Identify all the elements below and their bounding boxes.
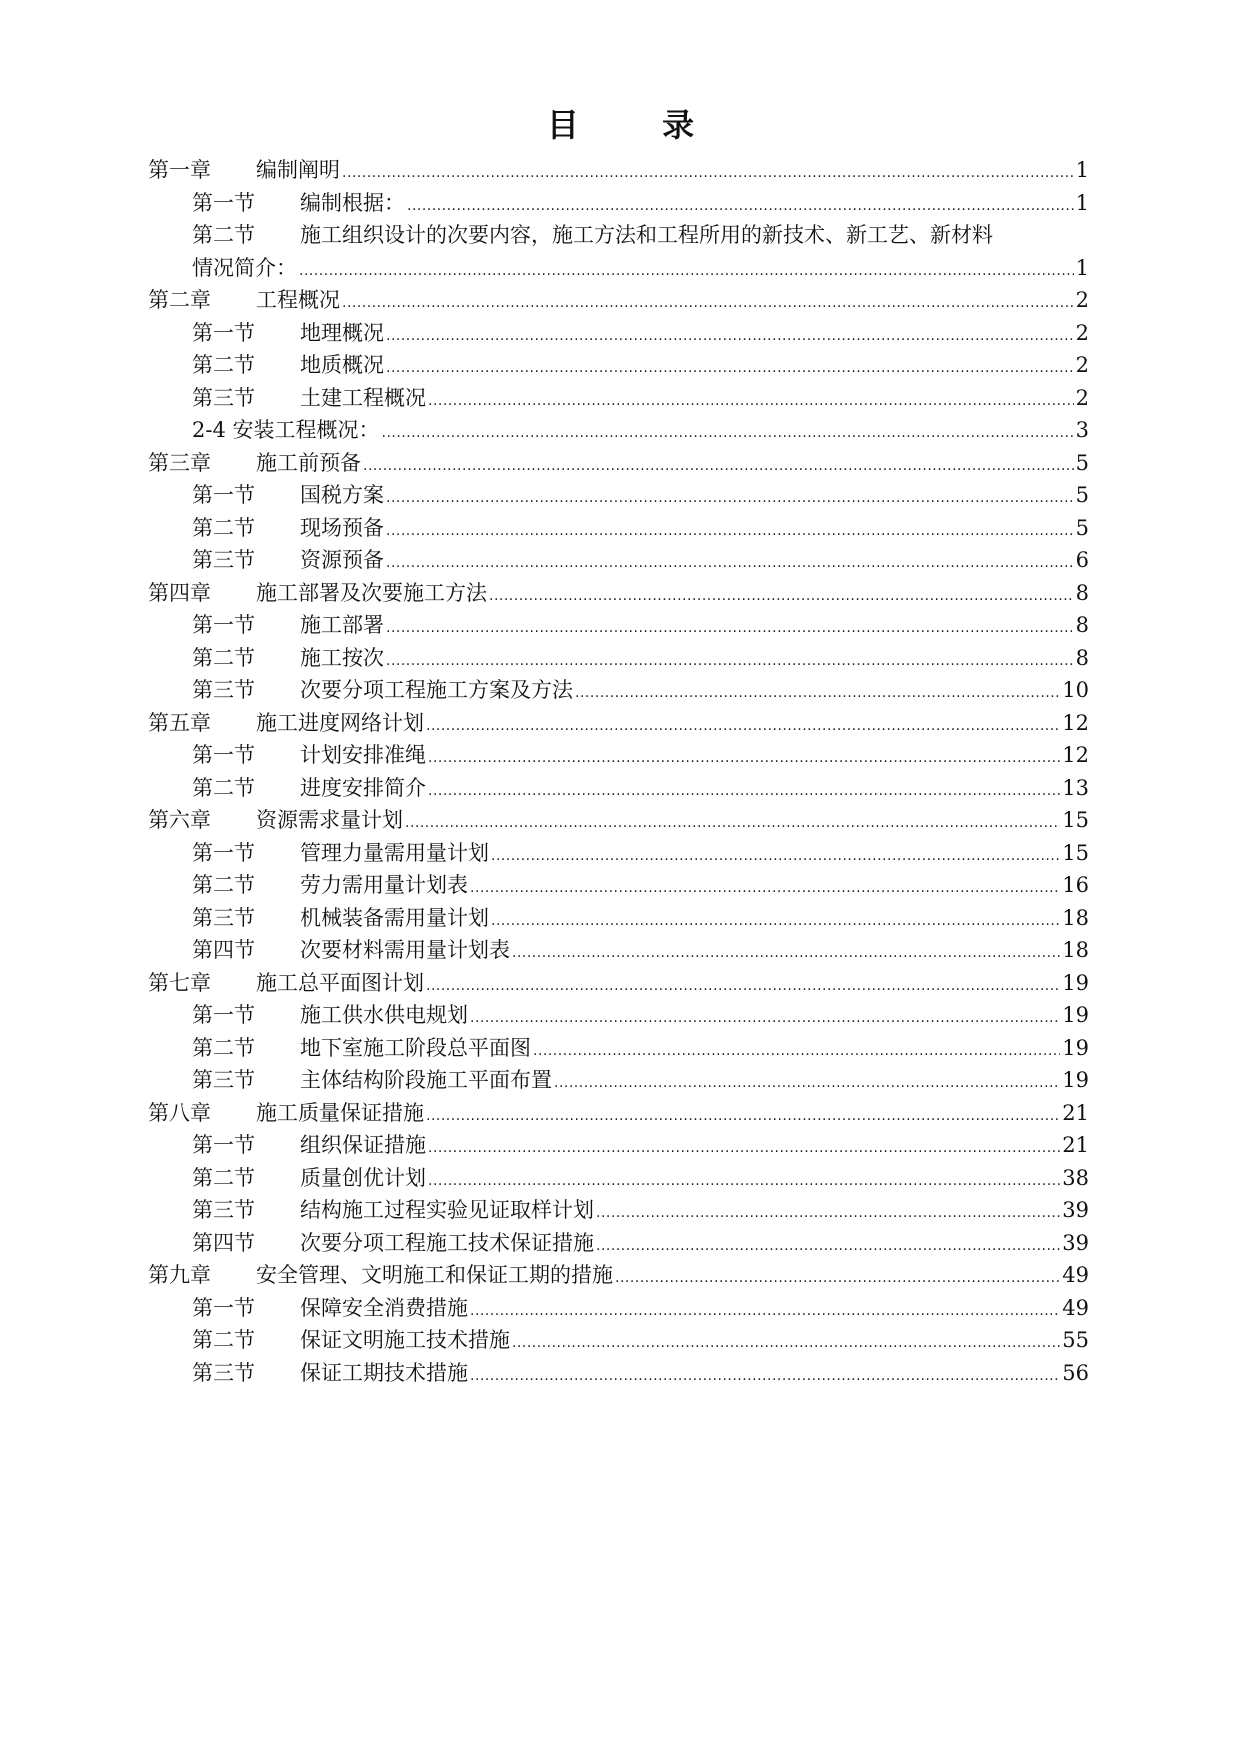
toc-section[interactable] bbox=[148, 317, 1089, 350]
toc-entry-page: 19 bbox=[1062, 1003, 1089, 1027]
dot-leader bbox=[386, 620, 1074, 636]
toc-section[interactable] bbox=[148, 1292, 1089, 1325]
toc-entry-title: 保障安全消费措施 bbox=[300, 1295, 468, 1320]
toc-entry-number: 第一节 bbox=[192, 320, 255, 345]
toc-chapter[interactable] bbox=[148, 967, 1089, 1000]
dot-leader bbox=[428, 783, 1060, 799]
toc-entry-title: 施工按次 bbox=[300, 645, 384, 670]
toc-entry-title: 资源需求量计划 bbox=[256, 808, 403, 832]
toc-entry-title: 组织保证措施 bbox=[300, 1133, 426, 1157]
toc-entry-page: 18 bbox=[1062, 938, 1089, 962]
toc-entry-page: 5 bbox=[1075, 450, 1089, 475]
toc-entry-page: 12 bbox=[1062, 710, 1089, 735]
toc-section[interactable] bbox=[148, 869, 1089, 902]
toc-entry-number: 第二节 bbox=[192, 1165, 255, 1190]
toc-entry-title: 地质概况 bbox=[300, 353, 384, 377]
dot-leader bbox=[342, 295, 1074, 311]
dot-leader bbox=[470, 1010, 1060, 1026]
toc-entry-number: 第二节 bbox=[192, 223, 255, 247]
toc-entry-page: 5 bbox=[1075, 483, 1089, 507]
toc-entry-page: 39 bbox=[1062, 1230, 1089, 1255]
toc-entry-number: 第八章 bbox=[148, 1100, 211, 1125]
toc-section[interactable] bbox=[148, 1064, 1089, 1097]
toc-entry-page: 49 bbox=[1062, 1263, 1089, 1287]
toc-entry-title: 施工部署 bbox=[300, 613, 384, 637]
toc-entry-number: 第三节 bbox=[192, 1198, 255, 1222]
toc-entry-number: 第三节 bbox=[192, 1068, 255, 1092]
dot-leader bbox=[596, 1205, 1060, 1221]
toc-section[interactable] bbox=[148, 609, 1089, 642]
toc-entry-number: 第四节 bbox=[192, 1230, 255, 1255]
dot-leader bbox=[428, 1140, 1060, 1156]
toc-title: 目 录 bbox=[546, 106, 731, 144]
dot-leader bbox=[382, 425, 1074, 441]
toc-entry-title: 保证文明施工技术措施 bbox=[300, 1328, 510, 1352]
toc-entry-title: 编制根据： bbox=[300, 190, 405, 215]
toc-section[interactable] bbox=[148, 349, 1089, 382]
toc-entry-number: 第三节 bbox=[192, 548, 255, 572]
toc-entry-title: 结构施工过程实验见证取样计划 bbox=[300, 1198, 594, 1222]
toc-entry-number: 第三章 bbox=[148, 450, 211, 475]
dot-leader bbox=[342, 165, 1074, 181]
dot-leader bbox=[405, 815, 1060, 831]
toc-entry-page: 38 bbox=[1062, 1165, 1089, 1190]
toc-chapter[interactable] bbox=[148, 447, 1089, 480]
toc-entry-number: 第一节 bbox=[192, 483, 255, 507]
toc-entry-number: 第三节 bbox=[192, 385, 255, 410]
toc-section[interactable] bbox=[148, 902, 1089, 935]
toc-entry-title: 进度安排简介 bbox=[300, 775, 426, 800]
toc-entry-title: 施工供水供电规划 bbox=[300, 1003, 468, 1027]
toc-chapter[interactable] bbox=[148, 707, 1089, 740]
toc-entry-number: 第九章 bbox=[148, 1263, 211, 1287]
toc-entry-title: 资源预备 bbox=[300, 548, 384, 572]
toc-section[interactable] bbox=[148, 1227, 1089, 1260]
toc-section[interactable] bbox=[148, 414, 1089, 447]
toc-entry-title-cont: 情况简介： bbox=[192, 255, 297, 280]
toc-entry-number: 第三节 bbox=[192, 905, 255, 930]
toc-entry-page: 8 bbox=[1075, 645, 1089, 670]
toc-entry-page: 19 bbox=[1062, 970, 1089, 995]
toc-entry-page: 56 bbox=[1062, 1360, 1089, 1385]
toc-entry-number: 第七章 bbox=[148, 970, 211, 995]
toc-entry-page: 8 bbox=[1075, 613, 1089, 637]
toc-entry-number: 第二节 bbox=[192, 873, 255, 897]
toc-section[interactable] bbox=[148, 934, 1089, 967]
toc-entry-number: 第二节 bbox=[192, 1035, 255, 1060]
toc-entry-page: 10 bbox=[1062, 678, 1089, 702]
toc-entry-number: 第一节 bbox=[192, 1133, 255, 1157]
dot-leader bbox=[615, 1270, 1060, 1286]
toc-entry-number: 第一节 bbox=[192, 613, 255, 637]
toc-entry-page: 55 bbox=[1062, 1328, 1089, 1352]
dot-leader bbox=[426, 718, 1060, 734]
toc-entry-title: 2-4 安装工程概况： bbox=[192, 418, 380, 442]
toc-entry-page: 8 bbox=[1075, 580, 1089, 605]
toc-section[interactable] bbox=[148, 674, 1089, 707]
toc-entry-title: 次要材料需用量计划表 bbox=[300, 938, 510, 962]
dot-leader bbox=[491, 848, 1060, 864]
toc-entry-title: 编制阐明 bbox=[256, 158, 340, 182]
toc-section[interactable] bbox=[148, 187, 1089, 220]
toc-section[interactable] bbox=[148, 1162, 1089, 1195]
toc-entry-number: 第二节 bbox=[192, 353, 255, 377]
dot-leader bbox=[299, 263, 1074, 279]
toc-entry-page: 6 bbox=[1075, 548, 1089, 572]
toc-chapter[interactable] bbox=[148, 1259, 1089, 1292]
toc-entry-page: 3 bbox=[1075, 418, 1089, 442]
dot-leader bbox=[470, 1303, 1060, 1319]
toc-entry-page: 21 bbox=[1062, 1133, 1089, 1157]
dot-leader bbox=[470, 1368, 1060, 1384]
toc-entry-number: 第一节 bbox=[192, 743, 255, 767]
dot-leader bbox=[386, 555, 1074, 571]
toc-section[interactable] bbox=[148, 479, 1089, 512]
toc-section[interactable] bbox=[148, 642, 1089, 675]
dot-leader bbox=[512, 1335, 1060, 1351]
toc-entry-page: 13 bbox=[1062, 775, 1089, 800]
toc-entry-title: 计划安排准绳 bbox=[300, 743, 426, 767]
toc-entry-number: 第四节 bbox=[192, 938, 255, 962]
toc-entry-title: 地理概况 bbox=[300, 320, 384, 345]
toc-entry-title: 施工前预备 bbox=[256, 450, 361, 475]
dot-leader bbox=[386, 653, 1074, 669]
dot-leader bbox=[512, 945, 1060, 961]
toc-entry-title: 工程概况 bbox=[256, 288, 340, 312]
toc-entry-page: 15 bbox=[1062, 808, 1089, 832]
dot-leader bbox=[470, 880, 1060, 896]
toc-entry-page: 12 bbox=[1062, 743, 1089, 767]
dot-leader bbox=[596, 1238, 1060, 1254]
toc-entry-page: 16 bbox=[1062, 873, 1089, 897]
toc-entry-page: 1 bbox=[1075, 190, 1089, 215]
toc-entry-page: 18 bbox=[1062, 905, 1089, 930]
toc-section[interactable] bbox=[148, 772, 1089, 805]
toc-entry-title: 土建工程概况 bbox=[300, 385, 426, 410]
toc-entry-page: 49 bbox=[1062, 1295, 1089, 1320]
dot-leader bbox=[426, 978, 1060, 994]
toc-entry-number: 第一节 bbox=[192, 1295, 255, 1320]
toc-section[interactable] bbox=[148, 544, 1089, 577]
dot-leader bbox=[428, 393, 1074, 409]
toc-entry-page: 39 bbox=[1062, 1198, 1089, 1222]
toc-entry-number: 第二节 bbox=[192, 775, 255, 800]
toc-section[interactable] bbox=[148, 1324, 1089, 1357]
dot-leader bbox=[428, 1173, 1060, 1189]
toc-entry-title: 施工部署及次要施工方法 bbox=[256, 580, 487, 605]
toc-entry-title: 次要分项工程施工技术保证措施 bbox=[300, 1230, 594, 1255]
toc-entry-title: 施工组织设计的次要内容，施工方法和工程所用的新技术、新工艺、新材料 bbox=[300, 223, 993, 247]
toc-entry-number: 第一节 bbox=[192, 1003, 255, 1027]
toc-entry-number: 第六章 bbox=[148, 808, 211, 832]
toc-chapter[interactable] bbox=[148, 284, 1089, 317]
toc-entry-title: 安全管理、文明施工和保证工期的措施 bbox=[256, 1263, 613, 1287]
dot-leader bbox=[533, 1043, 1060, 1059]
dot-leader bbox=[386, 490, 1074, 506]
toc-entry-title: 保证工期技术措施 bbox=[300, 1360, 468, 1385]
dot-leader bbox=[489, 588, 1074, 604]
toc-entry-page: 1 bbox=[1075, 158, 1089, 182]
toc-entry-number: 第二节 bbox=[192, 645, 255, 670]
toc-entry-number: 第一节 bbox=[192, 840, 255, 865]
dot-leader bbox=[407, 198, 1074, 214]
toc-entry-number: 第一节 bbox=[192, 190, 255, 215]
toc-entry-title: 主体结构阶段施工平面布置 bbox=[300, 1068, 552, 1092]
toc-entry-number: 第二节 bbox=[192, 515, 255, 540]
toc-entry-page: 15 bbox=[1062, 840, 1089, 865]
toc-entry-number: 第二章 bbox=[148, 288, 211, 312]
dot-leader bbox=[386, 328, 1074, 344]
toc-entry[interactable] bbox=[148, 219, 1089, 252]
toc-entry-title: 现场预备 bbox=[300, 515, 384, 540]
toc-entry-title: 国税方案 bbox=[300, 483, 384, 507]
toc-section[interactable] bbox=[148, 1032, 1089, 1065]
dot-leader bbox=[426, 1108, 1060, 1124]
dot-leader bbox=[575, 685, 1060, 701]
table-of-contents bbox=[148, 154, 1089, 1389]
toc-section[interactable] bbox=[148, 739, 1089, 772]
toc-section[interactable] bbox=[148, 1357, 1089, 1390]
toc-entry-page: 2 bbox=[1075, 385, 1089, 410]
toc-entry-page: 2 bbox=[1075, 288, 1089, 312]
toc-chapter[interactable] bbox=[148, 804, 1089, 837]
toc-chapter[interactable] bbox=[148, 154, 1089, 187]
toc-entry-title: 质量创优计划 bbox=[300, 1165, 426, 1190]
toc-entry-number: 第五章 bbox=[148, 710, 211, 735]
toc-entry-number: 第三节 bbox=[192, 1360, 255, 1385]
dot-leader bbox=[386, 360, 1074, 376]
toc-entry-title: 地下室施工阶段总平面图 bbox=[300, 1035, 531, 1060]
dot-leader bbox=[491, 913, 1060, 929]
toc-section[interactable] bbox=[148, 1194, 1089, 1227]
toc-entry-title: 次要分项工程施工方案及方法 bbox=[300, 678, 573, 702]
toc-entry-number: 第一章 bbox=[148, 158, 211, 182]
toc-section[interactable] bbox=[148, 512, 1089, 545]
toc-entry-page: 19 bbox=[1062, 1068, 1089, 1092]
dot-leader bbox=[554, 1075, 1060, 1091]
toc-section[interactable] bbox=[148, 999, 1089, 1032]
toc-entry-title: 机械装备需用量计划 bbox=[300, 905, 489, 930]
toc-entry-title: 施工总平面图计划 bbox=[256, 970, 424, 995]
toc-entry-page: 1 bbox=[1075, 255, 1089, 280]
toc-entry-continuation[interactable] bbox=[148, 252, 1089, 285]
toc-chapter[interactable] bbox=[148, 1097, 1089, 1130]
dot-leader bbox=[363, 458, 1074, 474]
toc-entry-title: 管理力量需用量计划 bbox=[300, 840, 489, 865]
toc-entry-page: 2 bbox=[1075, 353, 1089, 377]
toc-section[interactable] bbox=[148, 837, 1089, 870]
toc-entry-page: 19 bbox=[1062, 1035, 1089, 1060]
dot-leader bbox=[386, 523, 1074, 539]
toc-entry-page: 5 bbox=[1075, 515, 1089, 540]
dot-leader bbox=[428, 750, 1060, 766]
toc-entry-page: 21 bbox=[1062, 1100, 1089, 1125]
toc-entry-title: 劳力需用量计划表 bbox=[300, 873, 468, 897]
toc-entry-title: 施工进度网络计划 bbox=[256, 710, 424, 735]
toc-chapter[interactable] bbox=[148, 577, 1089, 610]
toc-entry-number: 第二节 bbox=[192, 1328, 255, 1352]
toc-section[interactable] bbox=[148, 382, 1089, 415]
toc-section[interactable] bbox=[148, 1129, 1089, 1162]
toc-entry-number: 第四章 bbox=[148, 580, 211, 605]
toc-entry-title: 施工质量保证措施 bbox=[256, 1100, 424, 1125]
toc-entry-number: 第三节 bbox=[192, 678, 255, 702]
toc-entry-page: 2 bbox=[1075, 320, 1089, 345]
